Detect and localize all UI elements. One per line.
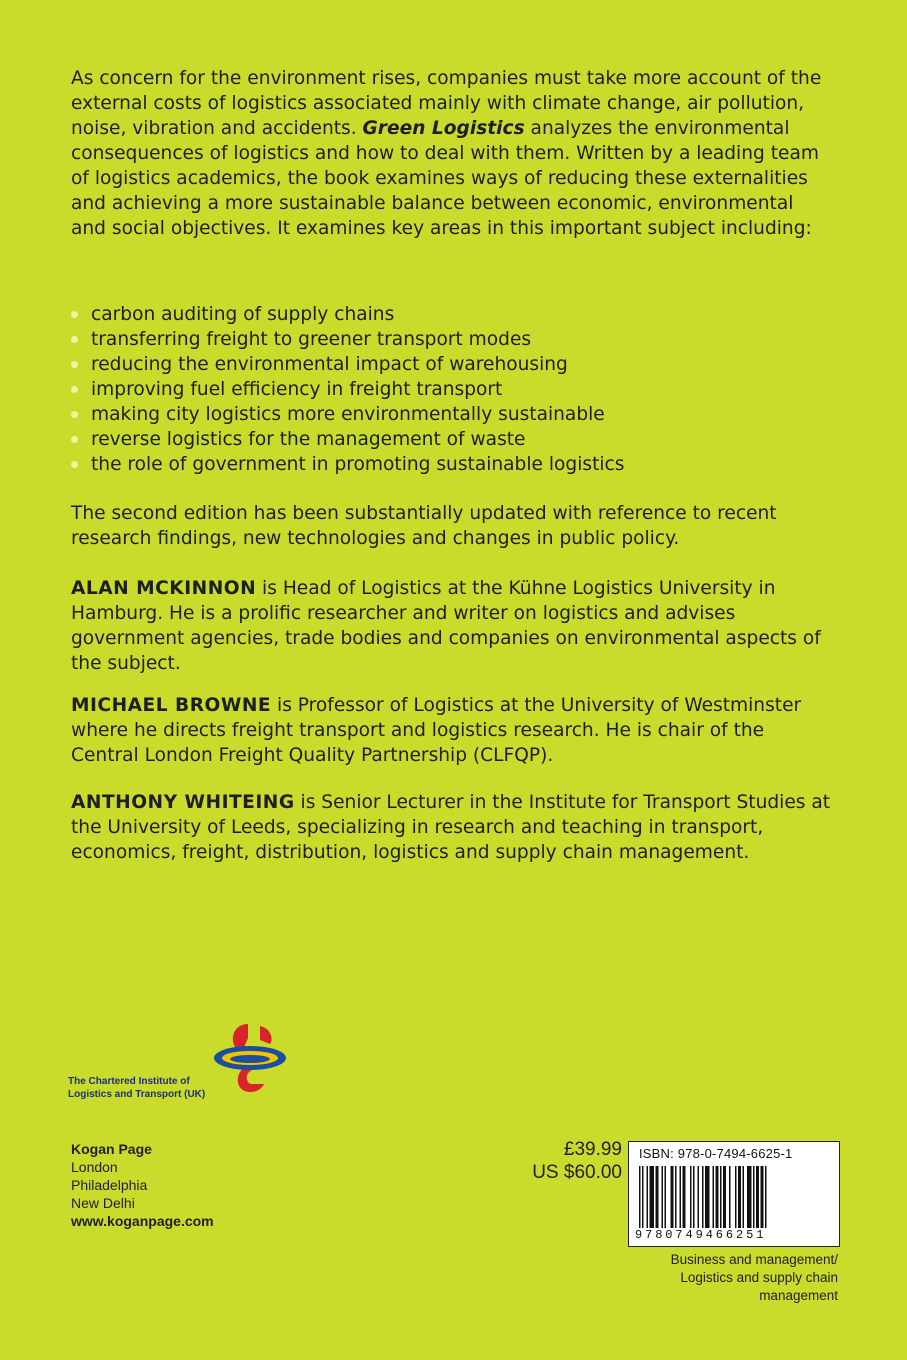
topics-list (71, 302, 831, 477)
price-usd: US $60.00 (532, 1162, 622, 1183)
category-line: management (759, 1288, 838, 1303)
publisher-city: London (71, 1159, 118, 1175)
author-name: ANTHONY WHITEING (71, 792, 295, 813)
barcode (628, 1141, 840, 1247)
author-bio-whiteing (71, 790, 831, 865)
list-item: reducing the environmental impact of warehousing (71, 352, 831, 377)
publisher-name: Kogan Page (71, 1141, 152, 1157)
author-name: MICHAEL BROWNE (71, 695, 272, 716)
isbn-label: ISBN: 978-0-7494-6625-1 (639, 1146, 793, 1161)
list-item: making city logistics more environmentally sustainable (71, 402, 831, 427)
intro-text-continued: analyzes the environmental consequences of logistics and how to deal with them. Written by a leading team of logistics academics, the book examines ways of reducing these externalities and achieving a more sustainable balance between economic, environmental and social objectives. It examines key areas in this important subject including: (71, 118, 819, 239)
author-bio: is Head of Logistics at the Kühne Logistics University in Hamburg. He is a prolific researcher and writer on logistics and advises government agencies, trade bodies and companies on environmental aspects of the subject. (71, 578, 821, 674)
intro-text: As concern for the environment rises, companies must take more account of the external costs of logistics associated mainly with climate change, air pollution, noise, vibration and accidents. (71, 68, 822, 139)
barcode-number: 9780749466251 (635, 1228, 767, 1242)
category-line: Business and management/ (670, 1252, 838, 1267)
cilt-logo-block (68, 1018, 298, 1098)
author-bio: is Professor of Logistics at the University of Westminster where he directs freight transport and logistics research. He is chair of the Central London Freight Quality Partnership (CLFQP). (71, 695, 802, 766)
publisher-city: New Delhi (71, 1195, 135, 1211)
author-bio: is Senior Lecturer in the Institute for Transport Studies at the University of Leeds, specializing in research and teaching in transport, economics, freight, distribution, logistics and supply chain management. (71, 792, 831, 863)
cilt-emblem-icon (208, 1018, 288, 1096)
category-block (620, 1251, 838, 1305)
list-item: carbon auditing of supply chains (71, 302, 831, 327)
price-block (520, 1138, 622, 1184)
author-name: ALAN MCKINNON (71, 578, 257, 599)
price-gbp: £39.99 (563, 1139, 622, 1160)
list-item: transferring freight to greener transport modes (71, 327, 831, 352)
list-item: reverse logistics for the management of waste (71, 427, 831, 452)
author-bio-mckinnon (71, 576, 831, 676)
list-item: improving fuel efficiency in freight transport (71, 377, 831, 402)
publisher-url[interactable]: www.koganpage.com (71, 1213, 214, 1229)
publisher-city: Philadelphia (71, 1177, 148, 1193)
book-title: Green Logistics (362, 118, 525, 139)
list-item: the role of government in promoting sustainable logistics (71, 452, 831, 477)
cilt-name: The Chartered Institute of Logistics and Transport (UK) (68, 1076, 206, 1100)
edition-note: The second edition has been substantially updated with reference to recent research findings, new technologies and changes in public policy. (71, 503, 777, 549)
publisher-block (71, 1140, 214, 1230)
author-bio-browne (71, 693, 831, 768)
description-paragraph (71, 66, 831, 241)
barcode-bars-icon (637, 1166, 831, 1228)
category-line: Logistics and supply chain (680, 1270, 838, 1285)
